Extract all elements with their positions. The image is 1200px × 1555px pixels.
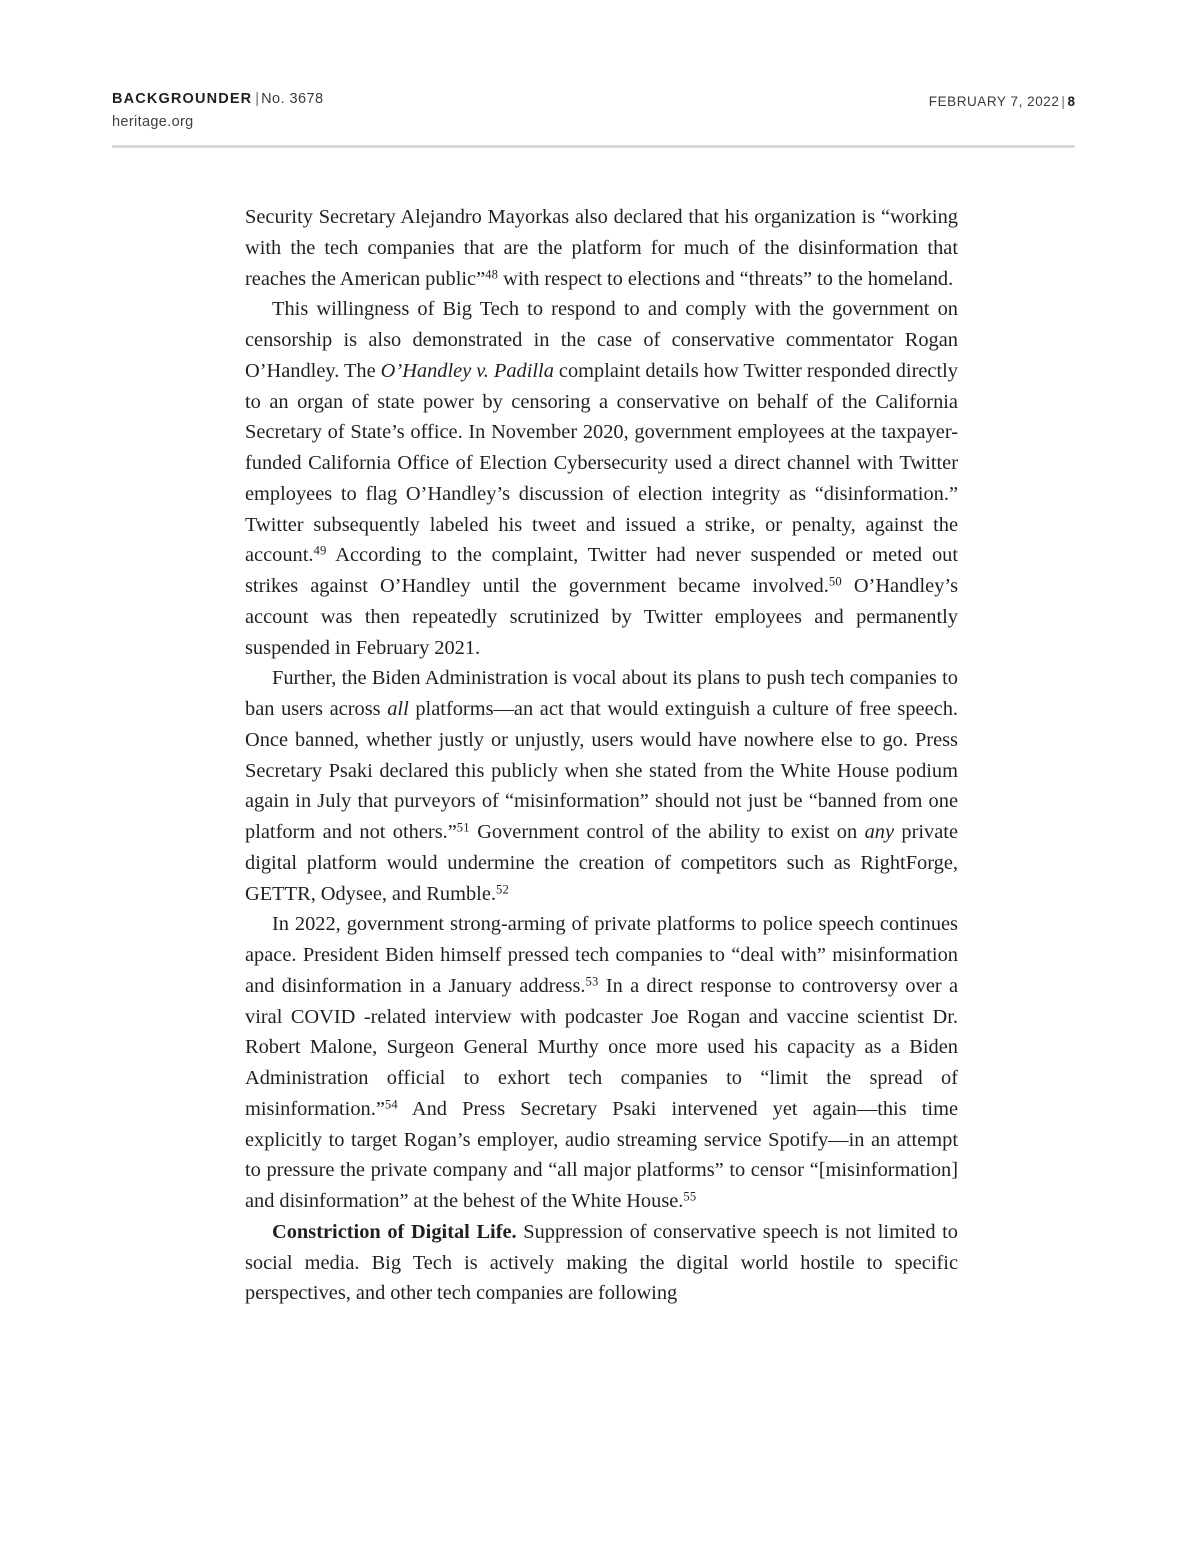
text-run: In 2022, government strong-arming of private platforms to police speech continues apace. President Biden himself pressed tech companies to “deal with” misinformation and disinformation in a January address. (245, 913, 958, 997)
text-run: According to the complaint, Twitter had never suspended or meted out strikes against O’Handley until the government became involved. (245, 544, 958, 597)
footnote-reference[interactable]: 53 (585, 974, 599, 989)
site-url: heritage.org (112, 113, 194, 130)
publication-date: FEBRUARY 7, 2022 (928, 94, 1060, 109)
paragraph (245, 663, 958, 909)
text-run: And Press Secretary Psaki intervened yet again—this time explicitly to target Rogan’s employer, audio streaming service Spotify—in an attempt to pressure the private company and “all major platforms” to censor “[misinformation] and disinformation” at the behest of the White House. (245, 1097, 958, 1212)
italic-run: any (864, 821, 895, 843)
header-left-block (112, 92, 324, 129)
text-run: Suppression of conservative speech is not limited to social media. Big Tech is actively making the digital world hostile to specific perspectives, and other tech companies are following (245, 1220, 958, 1305)
paragraph (245, 202, 958, 294)
footnote-reference[interactable]: 55 (683, 1189, 697, 1204)
header-divider-rule (112, 145, 1075, 148)
footnote-reference[interactable]: 54 (384, 1097, 398, 1112)
text-run: Further, the Biden Administration is vocal about its plans to push tech companies to ban users across (245, 667, 958, 720)
text-run: platforms—an act that would extinguish a culture of free speech. Once banned, whether justly or unjustly, users would have nowhere else to go. Press Secretary Psaki declared this publicly when she stated from the White House podium again in July that purveyors of “misinformation” should not just be “banned from one platform and not others.” (245, 698, 958, 843)
footnote-reference[interactable]: 49 (313, 543, 327, 558)
page-number: 8 (1067, 94, 1075, 109)
text-run: with respect to elections and “threats” to the homeland. (498, 267, 954, 290)
text-run: This willingness of Big Tech to respond to and comply with the government on censorship is also demonstrated in the case of conservative commentator Rogan O’Handley. The (245, 298, 958, 382)
text-run: Security Secretary Alejandro Mayorkas also declared that his organization is “working with the tech companies that are the platform for much of the disinformation that reaches the American public” (245, 206, 958, 290)
footnote-reference[interactable]: 50 (828, 574, 842, 589)
text-run: O’Handley’s account was then repeatedly scrutinized by Twitter employees and permanently suspended in February 2021. (245, 575, 959, 659)
text-run: complaint details how Twitter responded directly to an organ of state power by censoring a conservative on behalf of the California Secretary of State’s office. In November 2020, government employees at the taxpayer-funded California Office of Election Cybersecurity used a direct channel with Twitter employees to flag O’Handley’s discussion of election integrity as “disinformation.” Twitter subsequently labeled his tweet and issued a strike, or penalty, against the account. (245, 359, 958, 567)
paragraph (245, 1217, 958, 1309)
header-date-separator: | (1061, 94, 1066, 109)
body-text-column (245, 202, 958, 1309)
masthead-title: BACKGROUNDER (112, 91, 253, 107)
masthead (112, 92, 324, 107)
italic-run: all (387, 698, 409, 720)
text-run: In a direct response to controversy over a viral COVID -related interview with podcaster Joe Rogan and vaccine scientist Dr. Robert Malone, Surgeon General Murthy once more used his capacity as a Biden Administration official to exhort tech companies to “limit the spread of misinformation.” (245, 974, 958, 1120)
paragraph (245, 909, 958, 1217)
text-run: private digital platform would undermine the creation of competitors such as RightForge, GETTR, Odysee, and Rumble. (245, 821, 958, 905)
italic-run: O’Handley v. Padilla (380, 359, 554, 382)
paragraph (245, 294, 958, 663)
running-header (112, 92, 1075, 146)
bold-lead-in: Constriction of Digital Life. (272, 1220, 517, 1243)
footnote-reference[interactable]: 52 (496, 881, 510, 896)
masthead-separator: | (255, 91, 260, 107)
footnote-reference[interactable]: 48 (485, 266, 499, 281)
header-right-block (929, 94, 1075, 109)
footnote-reference[interactable]: 51 (456, 820, 470, 835)
text-run: Government control of the ability to exist on (469, 821, 865, 843)
masthead-issue-number: No. 3678 (261, 91, 324, 107)
